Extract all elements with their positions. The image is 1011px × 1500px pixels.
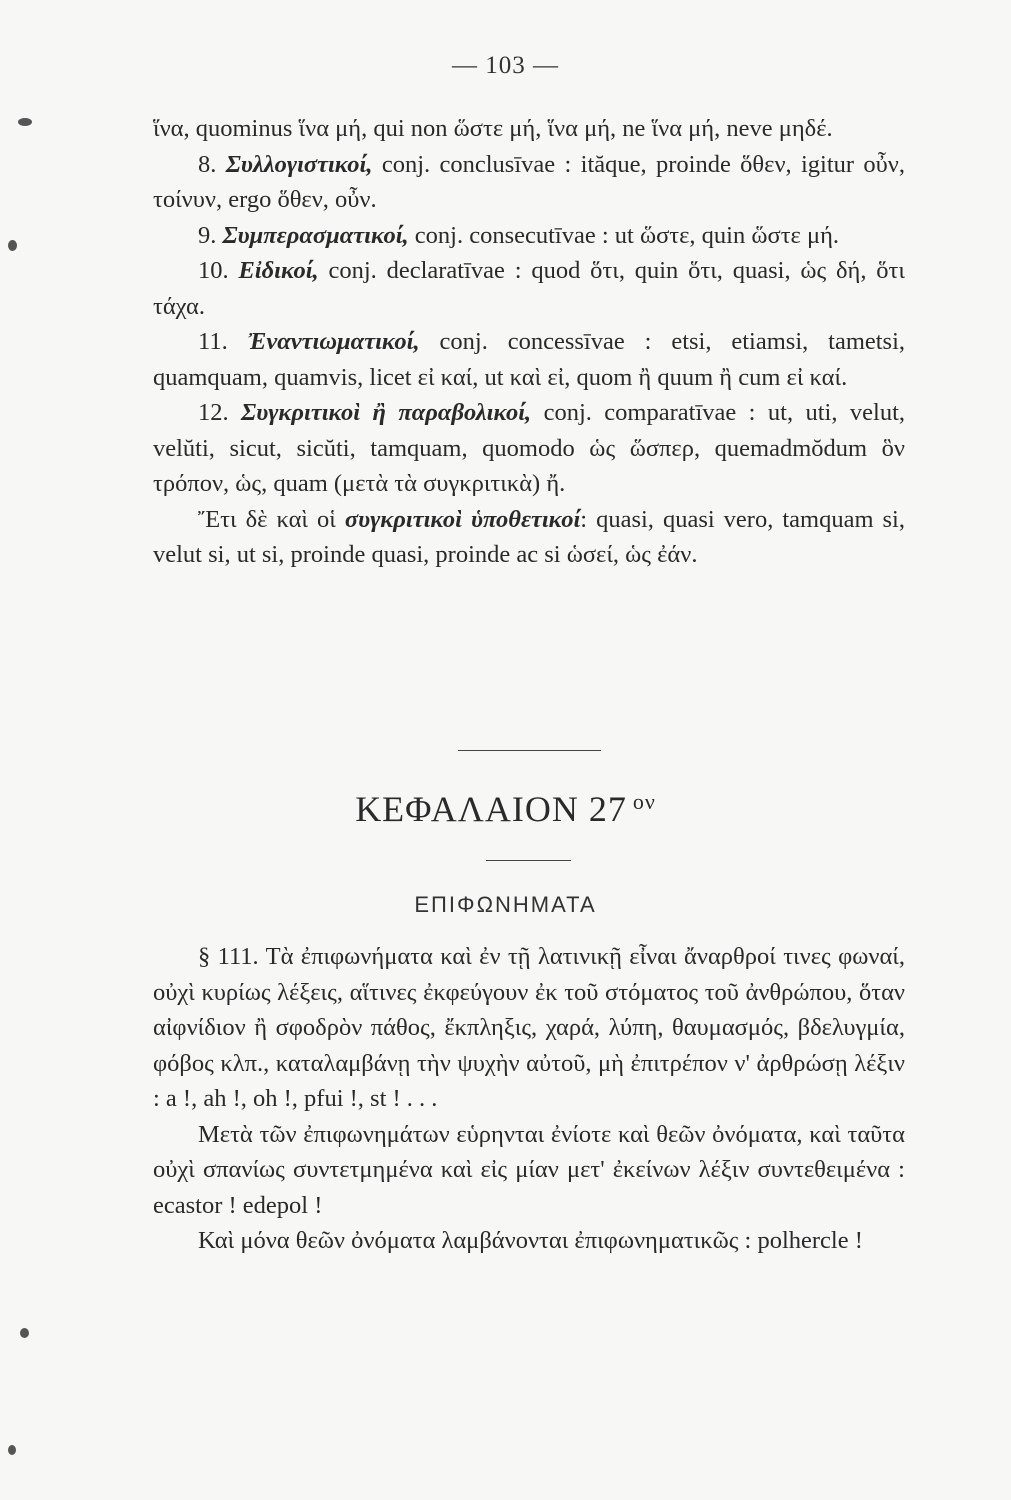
category-term: συγκριτικοὶ ὑποθετικοί xyxy=(344,505,581,533)
paragraph-111: § 111. Τὰ ἐπιφωνήματα καὶ ἐν τῇ λατινικῇ εἶναι ἄναρθροί τινες φωναί, οὐχὶ κυρίως λέξεις, αἵτινες ἐκφεύγουν ἐκ τοῦ στόματος τοῦ ἀνθρώπου, ὅταν αἰφνίδιον ἢ σφοδρὸν πάθος, ἔκπληξις, χαρά, λύπη, θαυμασμός, βδελυγμία, φόβος κλπ., καταλαμβάνῃ τὴν ψυχὴν αὐτοῦ, μὴ ἐπιτρέπον ν' ἀρθρώσῃ λέξιν : a !, ah !, oh !, pfui !, st ! . . . xyxy=(153,943,905,1112)
item-9 xyxy=(153,218,905,254)
chapter-title xyxy=(0,788,1011,830)
paragraph-god-names: Μετὰ τῶν ἐπιφωνημάτων εὑρηνται ἐνίοτε καὶ θεῶν ὀνόματα, καὶ ταῦτα οὐχὶ σπανίως συντετμημένα καὶ εἰς μίαν μετ' ἐκείνων λέξιν συντεθειμένα : ecastor ! edepol ! xyxy=(153,1120,905,1219)
item-number: 12. xyxy=(198,399,229,426)
item-number: 8. xyxy=(198,150,217,178)
item-text: conj. consecutīvae : ut ὥστε, quin ὥστε μή. xyxy=(414,221,840,249)
item-8 xyxy=(153,147,905,218)
scan-speck xyxy=(18,118,32,126)
paragraph-hypothetical xyxy=(153,502,905,573)
interjections-section xyxy=(153,939,905,1259)
scan-speck xyxy=(20,1328,29,1338)
item-number: 11. xyxy=(198,328,228,355)
item-text: conj. concessīvae : etsi, etiamsi, tametsi, quamquam, quamvis, licet εἰ καί, ut καὶ εἰ, quom ἢ quum ἢ cum εἰ καί. xyxy=(153,328,906,391)
paragraph-polhercle: Καὶ μόνα θεῶν ὀνόματα λαμβάνονται ἐπιφωνηματικῶς : polhercle ! xyxy=(198,1227,863,1254)
item-number: 9. xyxy=(198,221,217,249)
category-term: Συγκριτικοὶ ἢ παραβολικοί, xyxy=(241,399,532,426)
divider-top xyxy=(458,750,601,751)
scan-speck xyxy=(8,1445,16,1455)
scan-speck xyxy=(8,240,17,251)
item-number: 10. xyxy=(198,257,229,284)
item-text: : quasi, quasi vero, tamquam si, velut si, ut si, proinde quasi, proinde ac si ὡσεί, ὡς ἐάν. xyxy=(153,505,905,568)
section-heading: ΕΠΙΦΩΝΗΜΑΤΑ xyxy=(414,892,597,917)
item-10 xyxy=(153,253,905,324)
item-12 xyxy=(153,395,905,502)
category-term: Συμπερασματικοί, xyxy=(222,221,409,249)
conjunctions-list xyxy=(153,111,905,573)
page-number: — 103 — xyxy=(452,52,559,79)
category-term: Εἰδικοί, xyxy=(238,257,319,284)
category-term: Ἐναντιωματικοί, xyxy=(247,328,420,355)
paragraph-final-conjunctions: ἵνα, quominus ἵνα μή, qui non ὥστε μή, ἵνα μή, ne ἵνα μή, neve μηδέ. xyxy=(153,115,833,142)
chapter-ordinal: ον xyxy=(632,789,656,814)
category-term: Συλλογιστικοί, xyxy=(225,150,373,178)
divider-bottom xyxy=(486,860,571,861)
intro-text: Ἔτι δὲ καὶ οἱ xyxy=(198,505,336,533)
item-text: conj. conclusīvae : ităque, proinde ὅθεν, igitur οὖν, τοίνυν, ergo ὅθεν, οὖν. xyxy=(153,150,906,213)
item-text: conj. comparatīvae : ut, uti, velut, velŭti, sicut, sicŭti, tamquam, quomodo ὡς ὥσπερ, quemadmŏdum ὃν τρόπον, ὡς, quam (μετὰ τὰ συγκριτικὰ) ἤ. xyxy=(153,399,905,497)
item-11 xyxy=(153,324,905,395)
chapter-title-text: ΚΕΦΑΛΑΙΟΝ 27 xyxy=(355,789,627,829)
item-text: conj. declaratīvae : quod ὅτι, quin ὅτι, quasi, ὡς δή, ὅτι τάχα. xyxy=(153,257,905,320)
